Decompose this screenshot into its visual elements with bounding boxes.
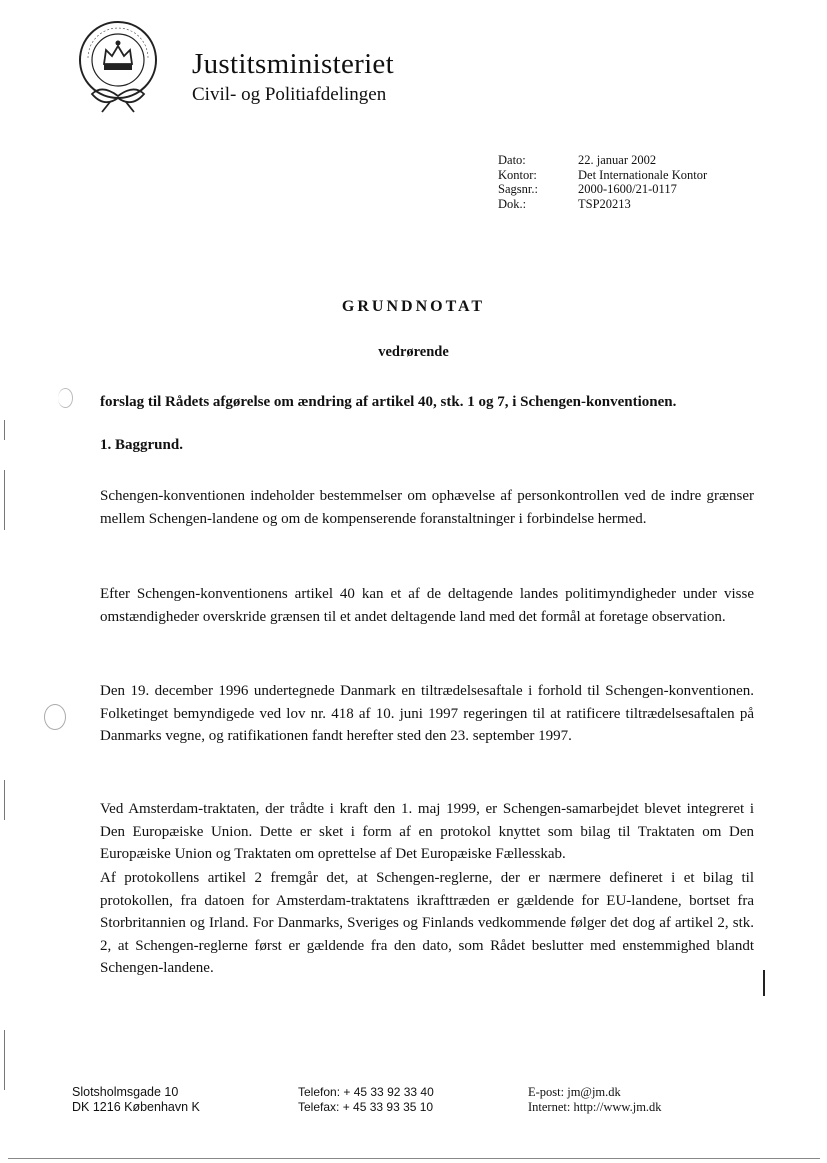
meta-value: TSP20213 (578, 196, 631, 211)
scan-margin-line (4, 1030, 5, 1090)
document-meta (498, 153, 707, 211)
paragraph: Ved Amsterdam-traktaten, der trådte i kraft den 1. maj 1999, er Schengen-samarbejdet blevet integreret i Den Europæiske Union. Dette er sket i form af en protokol knyttet som bilag til Traktaten om Den Europæiske Union og Traktaten om oprettelse af Det Europæiske Fællesskab. (100, 801, 754, 862)
scan-margin-line (4, 470, 5, 530)
revision-bar (763, 970, 765, 996)
meta-label: Dato: (498, 153, 526, 167)
meta-value: 22. januar 2002 (578, 153, 657, 167)
footer-phone-block (298, 1085, 434, 1115)
footer-fax: Telefax: + 45 33 93 35 10 (298, 1100, 434, 1114)
meta-row-office (498, 168, 707, 183)
footer-contact-block (528, 1085, 662, 1115)
punch-hole-mark (44, 704, 66, 730)
meta-label: Sagsnr.: (498, 182, 538, 196)
section-heading: 1. Baggrund. (100, 437, 183, 453)
ministry-name: Justitsministeriet (192, 48, 394, 80)
meta-row-case-number (498, 182, 707, 197)
footer-email: E-post: jm@jm.dk (528, 1085, 621, 1099)
footer-internet: Internet: http://www.jm.dk (528, 1100, 662, 1114)
bottom-rule (8, 1158, 820, 1159)
ministry-seal-logo (72, 18, 164, 114)
department-name: Civil- og Politiafdelingen (192, 84, 387, 105)
paragraph: Efter Schengen-konventionens artikel 40 kan et af de deltagende landes politimyndigheder under visse omstændigheder overskride grænsen til et andet deltagende land med det formål at foretage observation. (100, 586, 754, 625)
scan-margin-line (4, 420, 5, 440)
paragraph: Schengen-konventionen indeholder bestemmelser om ophævelse af personkontrollen ved de indre grænser mellem Schengen-landene og om de kompenserende foranstaltninger i forbindelse hermed. (100, 488, 754, 527)
document-concerning: vedrørende (378, 344, 449, 360)
meta-label: Dok.: (498, 196, 527, 211)
document-title: GRUNDNOTAT (341, 298, 486, 315)
footer-phone: Telefon: + 45 33 92 33 40 (298, 1085, 434, 1099)
paragraph: Den 19. december 1996 undertegnede Danmark en tiltrædelsesaftale i forhold til Schengen-konventionen. Folketinget bemyndigede ved lov nr. 418 af 10. juni 1997 regeringen til at ratificere tiltrædelsesaftalen på Danmarks vegne, og ratifikationen fandt herefter sted den 23. september 1997. (100, 683, 754, 744)
meta-value: 2000-1600/21-0117 (578, 182, 677, 196)
punch-hole-mark (58, 388, 73, 408)
footer-address-line: DK 1216 København K (72, 1100, 200, 1114)
paragraph: Af protokollens artikel 2 fremgår det, at Schengen-reglerne, der er nærmere defineret i et bilag til protokollen, fra datoen for Amsterdam-traktatens ikrafttræden er gældende for EU-landene, bortset fra Storbritannien og Irland. For Danmarks, Sveriges og Finlands vedkommende følger det dog af artikel 2, stk. 2, at Schengen-reglerne først er gældende fra den dato, som Rådet beslutter med enstemmighed blandt Schengen-landene. (100, 870, 754, 976)
meta-row-document (498, 197, 707, 212)
scan-margin-line (4, 780, 5, 820)
meta-row-date (498, 153, 707, 168)
meta-value: Det Internationale Kontor (578, 167, 708, 182)
footer-address-line: Slotsholmsgade 10 (72, 1085, 179, 1099)
document-subject: forslag til Rådets afgørelse om ændring af artikel 40, stk. 1 og 7, i Schengen-konventionen. (100, 394, 677, 410)
meta-label: Kontor: (498, 167, 537, 182)
footer-address (72, 1085, 200, 1115)
